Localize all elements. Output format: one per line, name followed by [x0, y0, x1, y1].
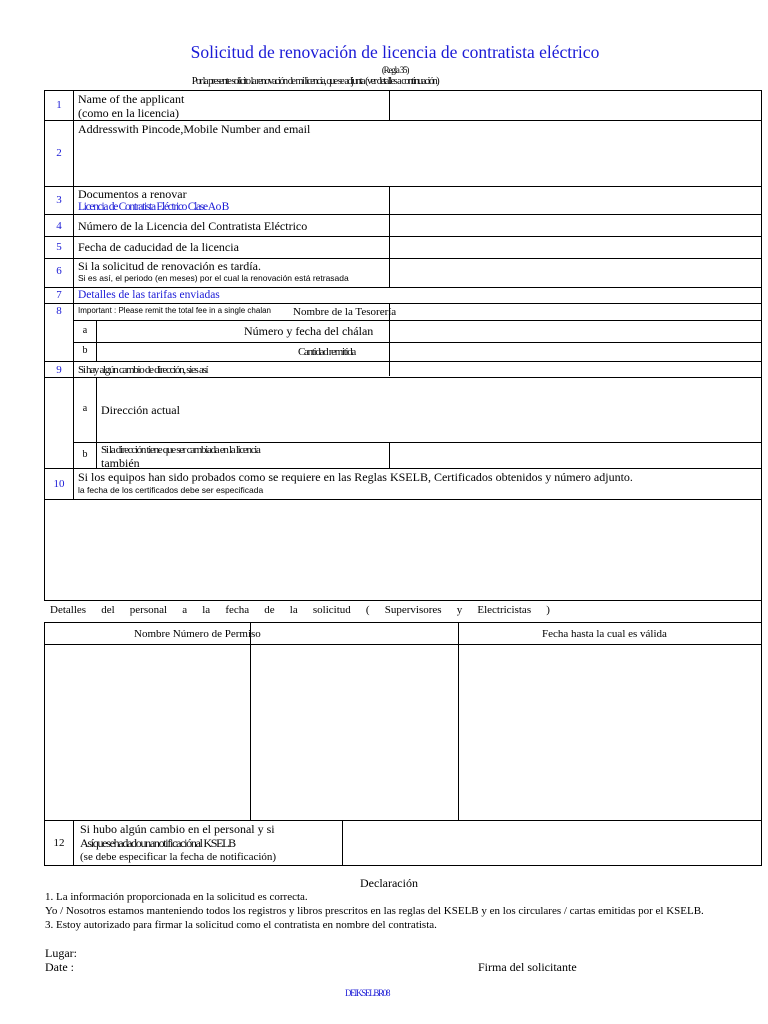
row-number-9: 9	[56, 364, 62, 376]
amount-field[interactable]	[390, 343, 760, 360]
expiry-field[interactable]	[390, 237, 760, 257]
row-number-8: 8	[56, 305, 62, 317]
row-number-10: 10	[53, 478, 65, 490]
chalan-label: Número y fecha del chálan	[244, 324, 374, 338]
personnel-permit-cell[interactable]	[251, 645, 457, 819]
address-label: Addresswith Pincode,Mobile Number and email	[78, 122, 311, 136]
personnel-heading-word: la	[289, 604, 298, 616]
intro-text: Por la presente solicito la renovación de mi licencia, que se adjunta (ver detalles a continuación)	[191, 75, 439, 87]
personnel-change-field[interactable]	[343, 821, 760, 864]
change-in-license-field[interactable]	[390, 443, 760, 467]
treasury-label: Nombre de la Tesorería	[293, 306, 397, 318]
change-in-license-label-2: también	[101, 456, 140, 470]
fee-important-note: Important : Please remit the total fee in a single chalan	[78, 306, 271, 315]
personnel-heading-word: personal	[129, 604, 168, 616]
personnel-heading-word: a	[182, 604, 188, 616]
place-label: Lugar:	[45, 946, 77, 960]
late-renewal-label: Si la solicitud de renovación es tardía.	[78, 259, 261, 273]
personnel-heading-word: y	[456, 604, 463, 616]
sub-letter-8b: b	[82, 345, 88, 356]
declaration-line-3: 3. Estoy autorizado para firmar la solicitud como el contratista en nombre del contratista.	[45, 919, 437, 931]
personnel-heading-word: Supervisores	[384, 604, 442, 616]
personnel-heading-word: del	[101, 604, 115, 616]
current-address-label: Dirección actual	[101, 403, 180, 417]
address-change-label: Si hay algún cambio de dirección, sies así	[78, 364, 208, 376]
documents-field[interactable]	[390, 187, 760, 213]
personnel-heading-word: Detalles	[50, 604, 87, 616]
sub-letter-8a: a	[82, 325, 88, 336]
late-renewal-note: Si es así, el periodo (en meses) por el cual la renovación está retrasada	[78, 273, 349, 283]
documents-label: Documentos a renovar	[78, 187, 187, 201]
declaration-line-1: 1. La información proporcionada en la solicitud es correcta.	[45, 891, 308, 903]
personnel-col-validity: Fecha hasta la cual es válida	[542, 628, 667, 640]
chalan-field[interactable]	[390, 321, 760, 341]
sub-letter-9a: a	[82, 403, 88, 414]
equipment-tests-field[interactable]	[45, 500, 760, 599]
address-field[interactable]	[74, 138, 760, 185]
row-number-1: 1	[56, 99, 62, 111]
address-change-field[interactable]	[390, 362, 760, 376]
sub-letter-9b: b	[82, 449, 88, 460]
row-number-4: 4	[56, 220, 62, 232]
personnel-validity-cell[interactable]	[459, 645, 760, 819]
late-renewal-field[interactable]	[390, 259, 760, 286]
license-number-field[interactable]	[390, 215, 760, 235]
row-number-7: 7	[56, 289, 62, 301]
signature-label: Firma del solicitante	[478, 960, 577, 974]
row-number-12: 12	[53, 837, 65, 849]
current-address-field[interactable]	[390, 378, 760, 441]
personnel-change-label: Si hubo algún cambio en el personal y si	[80, 822, 275, 836]
amount-label: Cantidad remitida	[298, 346, 356, 358]
personnel-heading-word: (	[365, 604, 370, 616]
personnel-heading-word: fecha	[225, 604, 250, 616]
personnel-change-note: (se debe especificar la fecha de notificación)	[80, 851, 277, 863]
applicant-name-note: (como en la licencia)	[78, 106, 179, 120]
equipment-tests-label: Si los equipos han sido probados como se requiere en las Reglas KSELB, Certificados obtenidos y número adjunto.	[78, 470, 633, 484]
row-number-3: 3	[56, 194, 62, 206]
declaration-title: Declaración	[360, 876, 418, 890]
row-number-2: 2	[56, 147, 62, 159]
fees-label: Detalles de las tarifas enviadas	[78, 289, 220, 301]
personnel-change-label-2: Asíquesehadadounanotificaciónal KSELB	[80, 836, 235, 850]
form-code: DEIKSELBR08	[345, 988, 390, 998]
applicant-name-label: Name of the applicant	[78, 92, 185, 106]
personnel-heading-word: la	[202, 604, 211, 616]
date-label: Date :	[45, 960, 74, 974]
applicant-name-field[interactable]	[390, 91, 760, 120]
equipment-tests-note: la fecha de los certificados debe ser especificada	[78, 485, 264, 495]
personnel-heading	[50, 604, 550, 616]
personnel-col-name: Nombre Número de Permiso	[134, 628, 261, 640]
personnel-heading-word: solicitud	[312, 604, 351, 616]
treasury-field[interactable]	[390, 304, 760, 319]
personnel-heading-word: )	[546, 604, 550, 616]
rule-reference: (Regla 35)	[381, 65, 409, 75]
personnel-heading-word: Electricistas	[477, 604, 532, 616]
license-number-label: Número de la Licencia del Contratista Eléctrico	[78, 219, 308, 233]
row-number-6: 6	[56, 265, 62, 277]
expiry-label: Fecha de caducidad de la licencia	[78, 240, 239, 254]
row-number-5: 5	[56, 241, 62, 253]
change-in-license-label: Si la dirección tiene que ser cambiada en la licencia	[101, 444, 260, 456]
personnel-heading-word: de	[264, 604, 275, 616]
declaration-line-2: Yo / Nosotros estamos manteniendo todos los registros y libros prescritos en las reglas del KSELB y en los circulares / cartas emitidas por el KSELB.	[45, 905, 704, 917]
personnel-name-cell[interactable]	[45, 645, 249, 819]
documents-note: Licencia de Contratista Eléctrico Clase A o B	[78, 201, 229, 213]
page-title: Solicitud de renovación de licencia de contratista eléctrico	[190, 42, 600, 62]
